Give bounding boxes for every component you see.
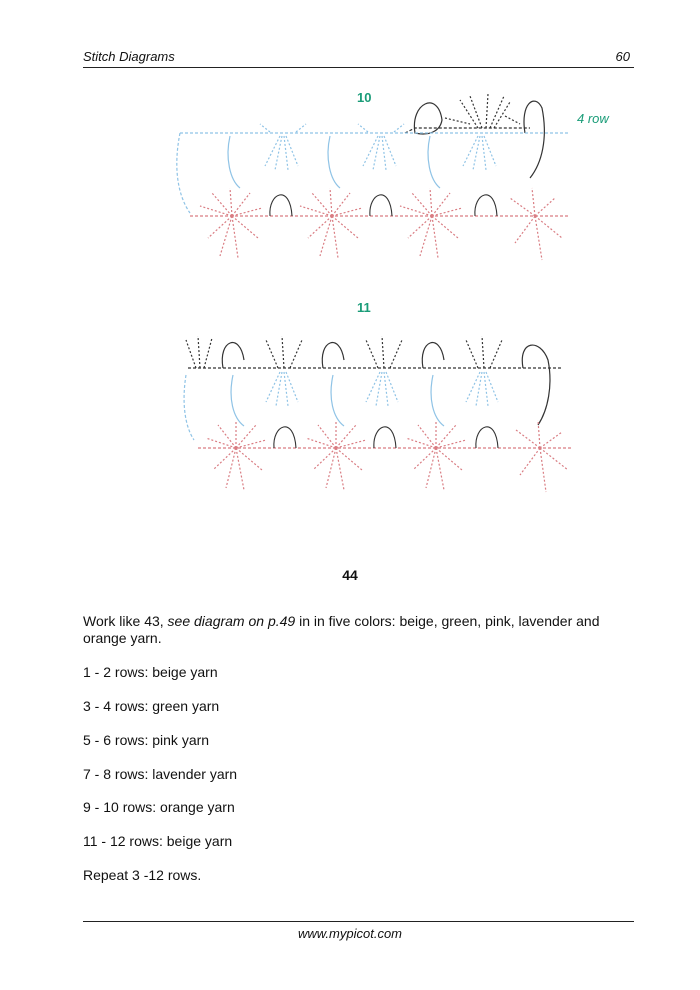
- row-instruction: 7 - 8 rows: lavender yarn: [83, 766, 238, 782]
- section-intro: [83, 613, 643, 647]
- page-header: [83, 49, 634, 67]
- intro-prefix: Work like 43,: [83, 613, 168, 629]
- header-rule: [83, 67, 634, 68]
- footer-url: www.mypicot.com: [297, 926, 403, 941]
- section-number: 44: [342, 567, 358, 583]
- diagram-11-red-row: [198, 420, 573, 492]
- repeat-instruction: Repeat 3 -12 rows.: [83, 867, 202, 883]
- stitch-diagram-11: [178, 330, 578, 500]
- row-note: 4 row: [577, 111, 609, 126]
- row-instruction: 9 - 10 rows: orange yarn: [83, 799, 235, 815]
- figure-11-label: 11: [357, 300, 371, 315]
- row-instruction: 5 - 6 rows: pink yarn: [83, 732, 210, 748]
- figure-10-label: 10: [357, 90, 372, 105]
- diagram-11-loops: [274, 427, 498, 448]
- diagram-10-dark-row: [405, 94, 544, 178]
- page-number: 60: [615, 49, 630, 64]
- row-instruction: 11 - 12 rows: beige yarn: [83, 833, 233, 849]
- diagram-10-red-row: [190, 188, 570, 260]
- row-instruction: 3 - 4 rows: green yarn: [83, 698, 220, 714]
- diagram-reference: see diagram on p.49: [167, 613, 296, 629]
- diagram-11-blue-row: [184, 372, 498, 440]
- diagram-11-dark-row: [186, 336, 563, 425]
- footer-rule: [83, 921, 634, 922]
- header-title: Stitch Diagrams: [83, 49, 175, 64]
- row-instruction: 1 - 2 rows: beige yarn: [83, 664, 218, 680]
- diagram-10-loops: [270, 195, 497, 216]
- intro-suffix: in in five colors: beige, green, pink, lavender and orange yarn.: [83, 613, 600, 646]
- stitch-diagram-10: [170, 88, 580, 268]
